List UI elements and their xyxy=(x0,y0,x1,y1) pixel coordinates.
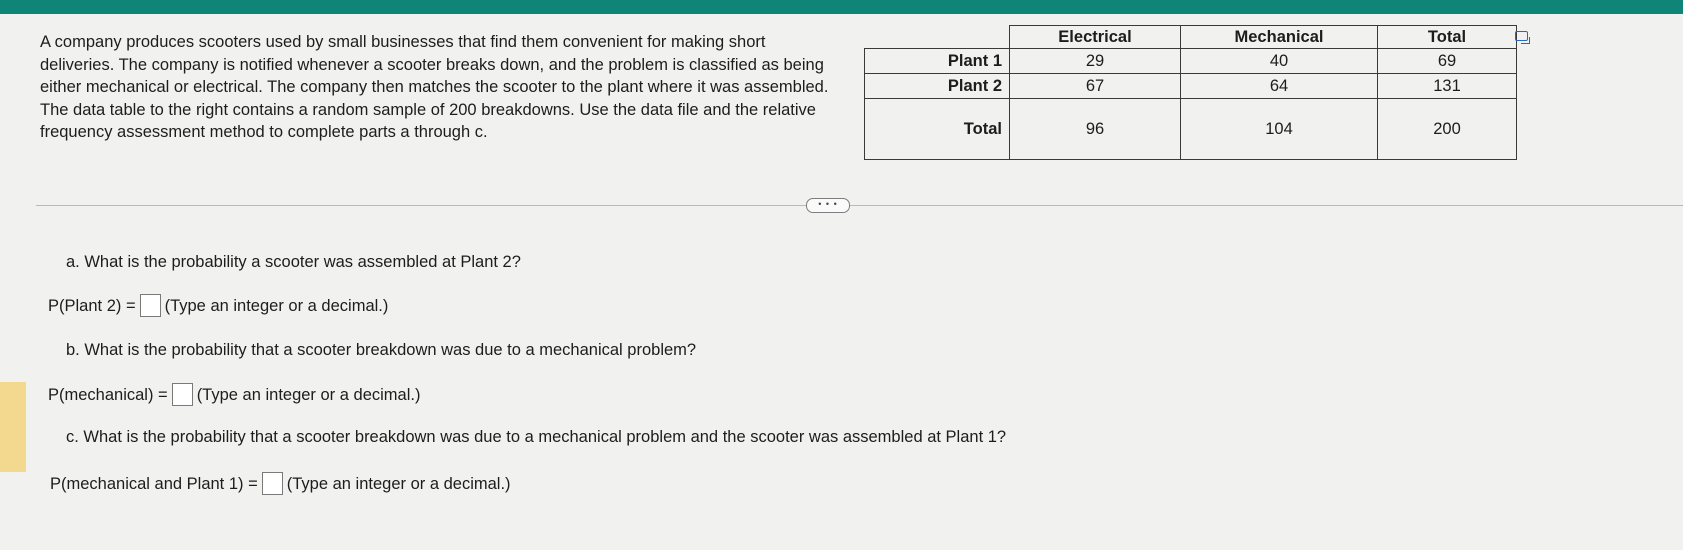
problem-statement: A company produces scooters used by small businesses that find them convenient for making short deliveries. The company is notified whenever a scooter breaks down, and the problem is classified as being either mechanical or electrical. The company then matches the scooter to the plant where it was assembled. The data table to the right contains a random sample of 200 breakdowns. Use the data file and the relative frequency assessment method to complete parts a through c. xyxy=(40,33,829,141)
header-bar xyxy=(0,0,1683,14)
row-label: Total xyxy=(865,99,1010,160)
table-cell: 67 xyxy=(1010,74,1181,99)
question-a: a. What is the probability a scooter was assembled at Plant 2? xyxy=(66,253,521,271)
answer-input-b[interactable] xyxy=(172,383,193,406)
column-header: Mechanical xyxy=(1181,26,1378,49)
answer-row-c xyxy=(50,472,511,495)
answer-prefix: P(mechanical) = xyxy=(48,385,168,404)
table-cell: 131 xyxy=(1378,74,1517,99)
column-header: Electrical xyxy=(1010,26,1181,49)
table-row xyxy=(865,99,1517,160)
answer-hint: (Type an integer or a decimal.) xyxy=(286,474,511,493)
table-corner xyxy=(865,26,1010,49)
table-cell: 96 xyxy=(1010,99,1181,160)
table-cell: 40 xyxy=(1181,49,1378,74)
answer-hint: (Type an integer or a decimal.) xyxy=(164,296,389,315)
current-question-marker xyxy=(0,382,26,472)
question-b: b. What is the probability that a scooter breakdown was due to a mechanical problem? xyxy=(66,341,697,359)
answer-input-c[interactable] xyxy=(262,472,283,495)
question-c: c. What is the probability that a scooter breakdown was due to a mechanical problem and the scooter was assembled at Plant 1? xyxy=(66,428,1007,446)
table-cell: 64 xyxy=(1181,74,1378,99)
data-table xyxy=(864,25,1517,160)
answer-row-b xyxy=(48,383,420,406)
answer-hint: (Type an integer or a decimal.) xyxy=(196,385,421,404)
table-row xyxy=(865,74,1517,99)
table-row xyxy=(865,49,1517,74)
answer-input-a[interactable] xyxy=(140,294,161,317)
answer-prefix: P(mechanical and Plant 1) = xyxy=(50,474,258,493)
table-cell: 29 xyxy=(1010,49,1181,74)
row-label: Plant 2 xyxy=(865,74,1010,99)
table-cell: 69 xyxy=(1378,49,1517,74)
row-label: Plant 1 xyxy=(865,49,1010,74)
table-cell: 200 xyxy=(1378,99,1517,160)
table-cell: 104 xyxy=(1181,99,1378,160)
more-button[interactable]: • • • xyxy=(806,198,850,213)
table-header-row xyxy=(865,26,1517,49)
divider xyxy=(36,205,1683,206)
answer-prefix: P(Plant 2) = xyxy=(48,296,136,315)
answer-row-a xyxy=(48,294,388,317)
column-header: Total xyxy=(1378,26,1517,49)
copy-data-icon[interactable] xyxy=(1515,31,1528,41)
